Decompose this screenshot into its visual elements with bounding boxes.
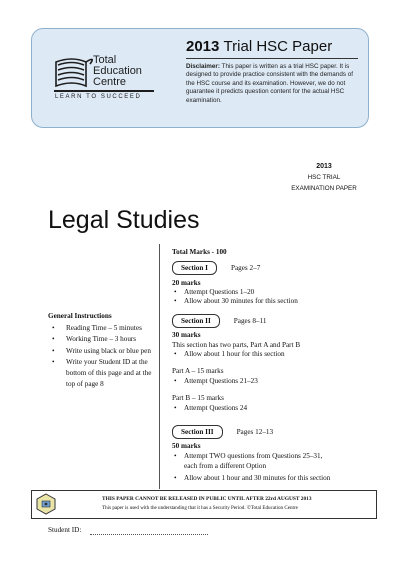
instruction-item: • Write your Student ID at the bottom of this page and at the top of page 8 (52, 357, 152, 389)
subject-title: Legal Studies (48, 206, 200, 234)
section-1-header (172, 261, 260, 275)
exam-label: 2013 HSC TRIAL EXAMINATION PAPER (291, 163, 357, 192)
student-id-field[interactable] (90, 534, 208, 535)
security-seal-icon (35, 493, 57, 515)
instruction-item: • Reading Time – 5 minutes (52, 324, 142, 332)
section-1-label: Section I (172, 261, 217, 275)
general-instructions (48, 312, 156, 391)
section-3-bullet: • Allow about 1 hour and 30 minutes for this section (172, 474, 330, 482)
section-1-pages: Pages 2–7 (230, 264, 261, 272)
section-2-label: Section II (172, 314, 220, 328)
total-marks: Total Marks - 100 (172, 248, 227, 256)
section-3-pages: Pages 12–13 (236, 428, 274, 436)
section-2-marks: 30 marks (172, 331, 201, 339)
disclaimer: Disclaimer: This paper is written as a trial HSC paper. It is designed to provide practice consistent with the demands of the HSC course and its examination. However, we do not guarantee it predicts question content for the actual HSC examination. (186, 63, 353, 104)
instruction-item: • Working Time – 3 hours (52, 335, 137, 344)
logo-wordmark: Total Education Centre (93, 54, 142, 88)
section-2-bullet: • Allow about 1 hour for this section (172, 350, 285, 358)
header-divider (186, 58, 358, 59)
section-3-bullet: • Attempt TWO questions from Questions 25–31, (172, 452, 322, 460)
logo-tagline: LEARN TO SUCCEED (55, 94, 142, 100)
section-2-part-a-bullet: • Attempt Questions 21–23 (172, 377, 258, 385)
column-divider (159, 244, 160, 489)
section-2-header (172, 314, 266, 328)
student-id-label: Student ID: (48, 526, 82, 534)
section-2-part-b: Part B – 15 marks (172, 394, 224, 402)
security-footer (31, 490, 377, 519)
security-notice: This paper is used with the understanding that it has a Security Period. ©Total Education Centre (102, 505, 298, 511)
instruction-item: • Write using black or blue pen (52, 346, 151, 355)
section-1-bullet: • Allow about 30 minutes for this section (172, 297, 298, 305)
section-1-marks: 20 marks (172, 279, 201, 287)
section-1-bullet: • Attempt Questions 1–20 (172, 288, 254, 296)
section-3-label: Section III (172, 425, 223, 439)
section-2-part-a: Part A – 15 marks (172, 367, 224, 375)
section-3-marks: 50 marks (172, 442, 201, 450)
section-2-pages: Pages 8–11 (233, 317, 267, 325)
section-2-intro: This section has two parts, Part A and Part B (172, 341, 301, 349)
header-title: 2013 Trial HSC Paper (186, 38, 333, 55)
section-3-bullet-cont: each from a different Option (184, 462, 267, 470)
instructions-heading: General Instructions (48, 312, 112, 320)
section-2-part-b-bullet: • Attempt Questions 24 (172, 404, 247, 412)
section-3-header (172, 425, 273, 439)
release-notice: THIS PAPER CANNOT BE RELEASED IN PUBLIC UNTIL AFTER 22rd AUGUST 2013 (102, 496, 312, 502)
